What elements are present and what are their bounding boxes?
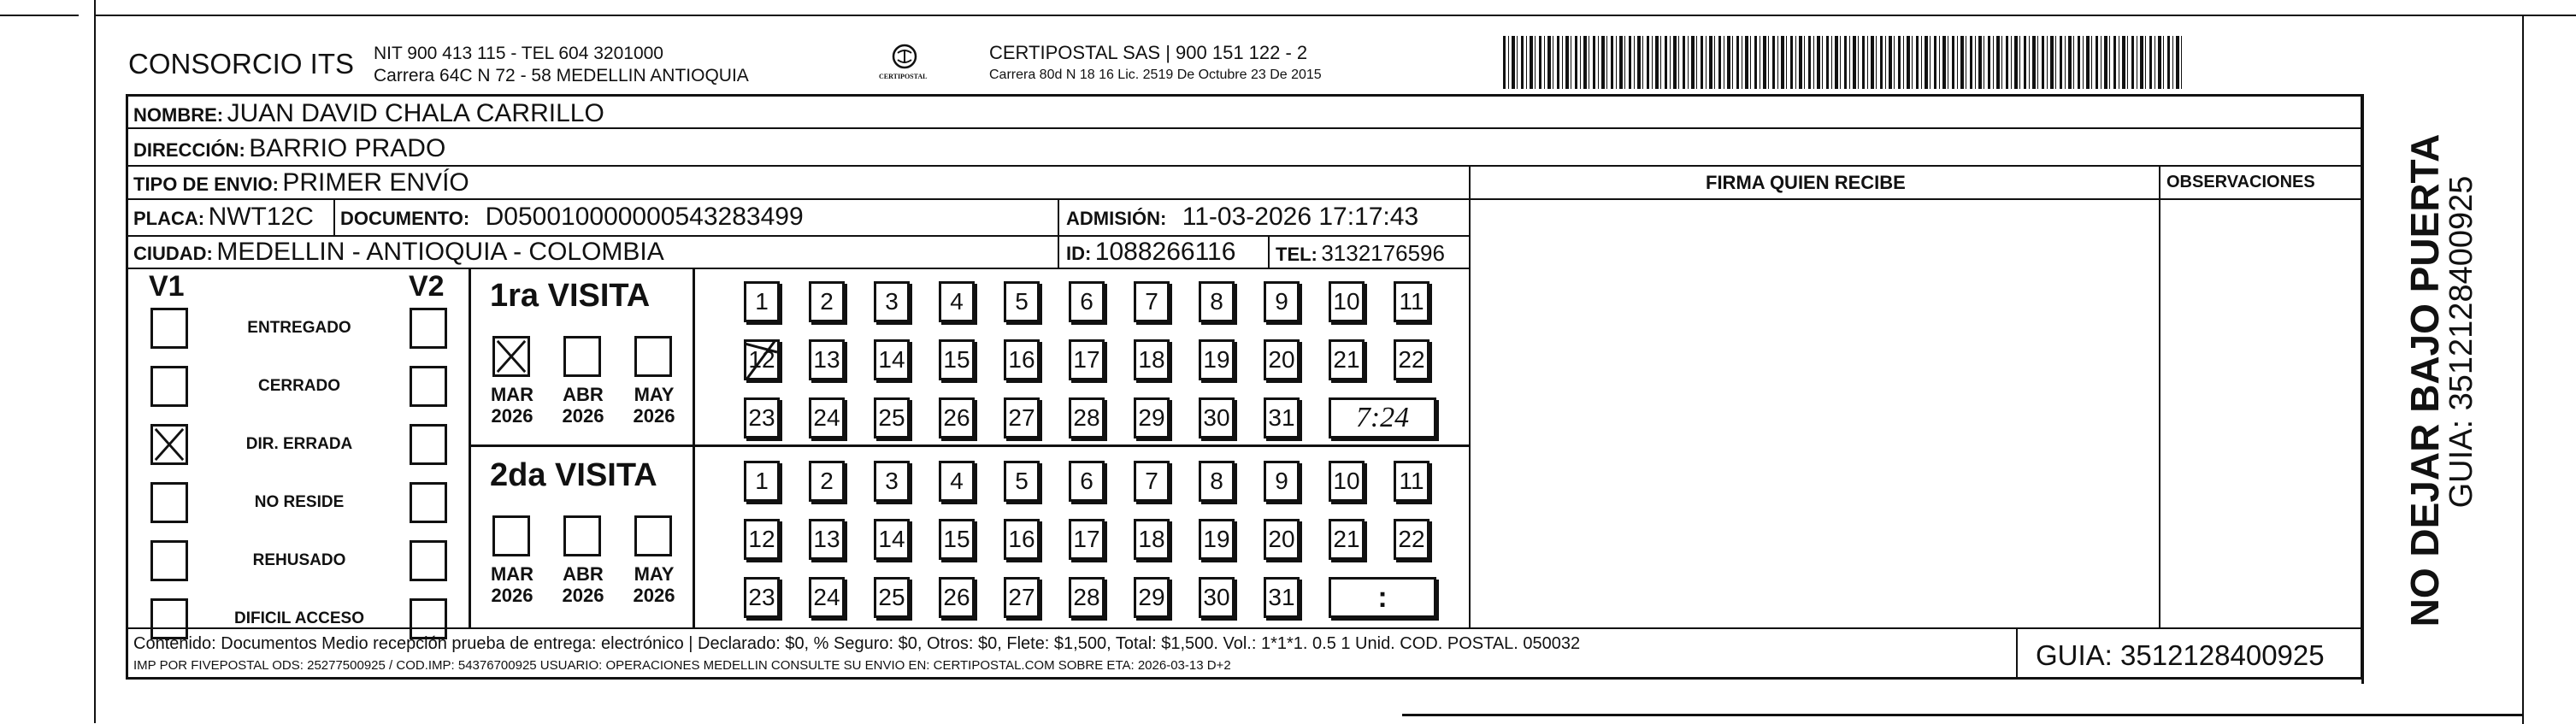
day-number: 22	[1398, 526, 1425, 552]
visit-month-label	[553, 384, 613, 427]
visit-month-checkbox[interactable]	[563, 336, 601, 377]
day-box[interactable]	[939, 577, 975, 618]
day-box[interactable]	[939, 281, 975, 322]
status-v1-checkbox[interactable]	[150, 540, 188, 581]
status-v1-checkbox[interactable]	[150, 366, 188, 407]
day-number: 10	[1333, 288, 1360, 315]
documento-label: DOCUMENTO:	[340, 208, 470, 229]
day-number: 19	[1203, 346, 1230, 373]
placa-value: NWT12C	[208, 203, 314, 231]
day-number: 26	[943, 584, 970, 610]
ciudad-label: CIUDAD:	[133, 243, 213, 264]
documento-field	[340, 204, 804, 230]
company-nit: NIT 900 413 115 - TEL 604 3201000	[374, 44, 663, 63]
day-number: 22	[1398, 346, 1425, 373]
day-box[interactable]	[1199, 397, 1235, 439]
day-box[interactable]	[1069, 397, 1105, 439]
day-number: 20	[1268, 526, 1295, 552]
day-box[interactable]	[1069, 339, 1105, 380]
visit-month-checkbox[interactable]	[634, 336, 672, 377]
visit-month-name: MAY	[634, 563, 675, 585]
day-box[interactable]	[1394, 519, 1429, 560]
day-number: 7	[1145, 288, 1158, 315]
status-v1-checkbox[interactable]	[150, 424, 188, 465]
day-number: 18	[1138, 526, 1165, 552]
handwritten-day-mark	[743, 337, 781, 383]
day-number: 7	[1145, 468, 1158, 494]
day-box[interactable]	[874, 397, 910, 439]
logo-text: CERTIPOSTAL	[879, 73, 928, 80]
day-number: 9	[1275, 288, 1288, 315]
day-box[interactable]	[744, 339, 780, 380]
id-field	[1066, 239, 1235, 265]
visit-month-year: 2026	[633, 405, 675, 427]
day-number: 6	[1080, 288, 1093, 315]
visit-month-checkbox[interactable]	[563, 515, 601, 556]
visit-month-label	[624, 384, 684, 427]
day-number: 14	[878, 346, 905, 373]
visit-month-label	[482, 563, 542, 607]
direccion-row	[133, 136, 445, 162]
visit-time-box[interactable]	[1329, 397, 1436, 439]
id-value: 1088266116	[1094, 238, 1236, 266]
day-box[interactable]	[809, 339, 845, 380]
day-box[interactable]	[1199, 519, 1235, 560]
visit-month-year: 2026	[562, 405, 604, 427]
visit-title: 2da VISITA	[490, 457, 657, 493]
day-number: 11	[1399, 288, 1424, 315]
visit-month-label	[553, 563, 613, 607]
visit-title: 1ra VISITA	[490, 278, 651, 314]
status-v1-checkbox[interactable]	[150, 308, 188, 349]
day-box[interactable]	[1329, 461, 1365, 502]
direccion-label: DIRECCIÓN:	[133, 139, 245, 161]
day-number: 20	[1268, 346, 1295, 373]
day-number: 12	[748, 526, 775, 552]
tipo-value: PRIMER ENVÍO	[282, 168, 469, 197]
direccion-value: BARRIO PRADO	[249, 134, 446, 162]
visit-month-label	[624, 563, 684, 607]
status-v2-checkbox[interactable]	[410, 366, 447, 407]
day-number: 8	[1210, 468, 1223, 494]
day-number: 13	[813, 346, 840, 373]
day-number: 2	[820, 288, 834, 315]
status-label: DIR. ERRADA	[245, 435, 353, 453]
carrier-address: Carrera 80d N 18 16 Lic. 2519 De Octubre 23 De 2015	[989, 68, 1322, 82]
day-box[interactable]	[874, 339, 910, 380]
visit-month-checkbox[interactable]	[492, 336, 530, 377]
day-number: 26	[943, 404, 970, 431]
day-box[interactable]	[1134, 397, 1170, 439]
day-number: 16	[1008, 346, 1035, 373]
nombre-label: NOMBRE:	[133, 104, 224, 126]
visit-month-name: ABR	[563, 384, 604, 405]
day-number: 28	[1073, 404, 1100, 431]
visit-month-label	[482, 384, 542, 427]
day-box[interactable]	[1199, 281, 1235, 322]
placa-field	[133, 204, 314, 230]
placa-label: PLACA:	[133, 208, 205, 229]
side-guia: GUIA: 3512128400925	[2443, 175, 2479, 509]
day-box[interactable]	[809, 577, 845, 618]
day-box[interactable]	[1329, 281, 1365, 322]
visit-month-year: 2026	[562, 585, 604, 607]
day-box[interactable]	[1394, 339, 1429, 380]
day-box[interactable]	[1264, 577, 1300, 618]
day-box[interactable]	[1199, 577, 1235, 618]
ciudad-value: MEDELLIN - ANTIOQUIA - COLOMBIA	[216, 238, 664, 266]
id-label: ID:	[1066, 243, 1092, 264]
day-number: 3	[885, 288, 899, 315]
day-box[interactable]	[1264, 339, 1300, 380]
status-v2-checkbox[interactable]	[410, 598, 447, 639]
day-box[interactable]	[874, 519, 910, 560]
visit-month-checkbox[interactable]	[492, 515, 530, 556]
day-box[interactable]	[1004, 577, 1040, 618]
visit-month-name: MAY	[634, 384, 675, 405]
day-number: 29	[1138, 584, 1165, 610]
nombre-value: JUAN DAVID CHALA CARRILLO	[227, 99, 604, 127]
carrier-name: CERTIPOSTAL SAS | 900 151 122 - 2	[989, 42, 1308, 63]
status-label: ENTREGADO	[247, 319, 351, 337]
day-number: 10	[1333, 468, 1360, 494]
visit-month-checkbox[interactable]	[634, 515, 672, 556]
tel-label: TEL:	[1276, 244, 1317, 265]
documento-value: D050010000000543283499	[485, 203, 804, 231]
v2-header: V2	[409, 270, 445, 303]
day-box[interactable]	[744, 519, 780, 560]
day-number: 16	[1008, 526, 1035, 552]
footer-guia: GUIA: 3512128400925	[2036, 639, 2325, 671]
day-number: 14	[878, 526, 905, 552]
day-box[interactable]	[1004, 461, 1040, 502]
nombre-row	[133, 101, 604, 127]
day-box[interactable]	[1264, 461, 1300, 502]
visit-time-value: 7:24	[1355, 402, 1410, 433]
admision-label: ADMISIÓN:	[1066, 208, 1167, 229]
status-label: REHUSADO	[252, 551, 346, 569]
day-number: 11	[1399, 468, 1424, 494]
footer-content: Contenido: Documentos Medio recepción prueba de entrega: electrónico | Declarado: $0, % Seguro: $0, Otros: $0, Flete: $1,500, Total: $1,500. Vol.: 1*1*1. 0.5 1 Unid. COD. POSTAL. 050032	[133, 634, 1581, 653]
day-box[interactable]	[744, 461, 780, 502]
day-box[interactable]	[1199, 339, 1235, 380]
visit-month-name: MAR	[490, 384, 534, 405]
certipostal-logo	[879, 43, 930, 84]
status-v2-checkbox[interactable]	[410, 308, 447, 349]
tel-field	[1276, 242, 1445, 264]
day-box[interactable]	[939, 519, 975, 560]
day-number: 30	[1203, 404, 1230, 431]
day-number: 15	[943, 346, 970, 373]
day-number: 31	[1268, 404, 1295, 431]
day-box[interactable]	[1264, 281, 1300, 322]
no-dejar-bajo-puerta: NO DEJAR BAJO PUERTA	[2402, 133, 2447, 627]
day-box[interactable]	[1004, 519, 1040, 560]
day-number: 25	[878, 584, 905, 610]
admision-value: 11-03-2026 17:17:43	[1182, 203, 1419, 231]
status-v1-checkbox[interactable]	[150, 598, 188, 639]
day-number: 23	[748, 404, 775, 431]
day-number: 4	[950, 288, 964, 315]
ciudad-field	[133, 239, 664, 265]
day-box[interactable]	[1199, 461, 1235, 502]
day-number: 30	[1203, 584, 1230, 610]
day-number: 21	[1333, 526, 1360, 552]
day-box[interactable]	[1004, 397, 1040, 439]
day-number: 17	[1073, 526, 1100, 552]
day-number: 23	[748, 584, 775, 610]
day-box[interactable]	[1134, 461, 1170, 502]
day-number: 15	[943, 526, 970, 552]
firma-header: FIRMA QUIEN RECIBE	[1706, 172, 1906, 193]
day-box[interactable]	[1134, 339, 1170, 380]
visit-month-year: 2026	[491, 405, 533, 427]
day-box[interactable]	[939, 461, 975, 502]
day-number: 17	[1073, 346, 1100, 373]
day-box[interactable]	[1394, 461, 1429, 502]
status-v2-checkbox[interactable]	[410, 482, 447, 523]
tel-value: 3132176596	[1321, 240, 1445, 266]
day-box[interactable]	[1134, 281, 1170, 322]
footer-print-info: IMP POR FIVEPOSTAL ODS: 25277500925 / COD.IMP: 54376700925 USUARIO: OPERACIONES MEDELLIN CONSULTE SU ENVIO EN: CERTIPOSTAL.COM SOBRE ETA: 2026-03-13 D+2	[133, 658, 1231, 673]
day-number: 4	[950, 468, 964, 494]
day-number: 5	[1015, 468, 1029, 494]
day-box[interactable]	[744, 281, 780, 322]
day-number: 29	[1138, 404, 1165, 431]
status-v2-checkbox[interactable]	[410, 540, 447, 581]
status-v2-checkbox[interactable]	[410, 424, 447, 465]
day-box[interactable]	[809, 397, 845, 439]
day-box[interactable]	[809, 519, 845, 560]
day-box[interactable]	[744, 577, 780, 618]
day-box[interactable]	[874, 461, 910, 502]
visit-month-name: ABR	[563, 563, 604, 585]
day-box[interactable]	[939, 397, 975, 439]
day-box[interactable]	[874, 281, 910, 322]
status-v1-checkbox[interactable]	[150, 482, 188, 523]
barcode	[1503, 36, 2185, 89]
company-name: CONSORCIO ITS	[128, 48, 355, 79]
day-box[interactable]	[1134, 577, 1170, 618]
status-label: CERRADO	[257, 377, 341, 395]
day-box[interactable]	[1264, 519, 1300, 560]
day-box[interactable]	[874, 577, 910, 618]
day-number: 27	[1008, 404, 1035, 431]
day-box[interactable]	[1329, 519, 1365, 560]
status-label: NO RESIDE	[254, 493, 345, 511]
day-number: 24	[813, 584, 840, 610]
tipo-label: TIPO DE ENVIO:	[133, 174, 279, 195]
day-number: 1	[755, 288, 769, 315]
company-address: Carrera 64C N 72 - 58 MEDELLIN ANTIOQUIA	[374, 66, 749, 85]
day-number: 1	[755, 468, 769, 494]
day-box[interactable]	[1004, 281, 1040, 322]
admision-field	[1066, 204, 1418, 230]
day-box[interactable]	[1004, 339, 1040, 380]
day-box[interactable]	[809, 461, 845, 502]
day-box[interactable]	[1069, 519, 1105, 560]
day-number: 3	[885, 468, 899, 494]
day-number: 25	[878, 404, 905, 431]
day-box[interactable]	[939, 339, 975, 380]
visit-month-year: 2026	[633, 585, 675, 607]
day-box[interactable]	[744, 397, 780, 439]
day-box[interactable]	[1069, 577, 1105, 618]
day-box[interactable]	[809, 281, 845, 322]
tipo-row	[133, 170, 469, 196]
day-number: 19	[1203, 526, 1230, 552]
day-box[interactable]	[1329, 339, 1365, 380]
day-box[interactable]	[1069, 281, 1105, 322]
day-number: 28	[1073, 584, 1100, 610]
day-number: 18	[1138, 346, 1165, 373]
visit-time-box[interactable]	[1329, 577, 1436, 618]
day-number: 2	[820, 468, 834, 494]
day-number: 24	[813, 404, 840, 431]
day-number: 21	[1333, 346, 1360, 373]
day-number: 13	[813, 526, 840, 552]
day-number: 8	[1210, 288, 1223, 315]
status-label: DIFICIL ACCESO	[233, 609, 364, 627]
v1-header: V1	[149, 270, 185, 303]
left-scan-edge	[94, 0, 96, 723]
day-number: 31	[1268, 584, 1295, 610]
day-number: 12	[748, 346, 775, 373]
day-number: 6	[1080, 468, 1093, 494]
day-box[interactable]	[1264, 397, 1300, 439]
day-box[interactable]	[1394, 281, 1429, 322]
day-number: 27	[1008, 584, 1035, 610]
day-box[interactable]	[1134, 519, 1170, 560]
day-box[interactable]	[1069, 461, 1105, 502]
day-number: 5	[1015, 288, 1029, 315]
visit-month-year: 2026	[491, 585, 533, 607]
visit-month-name: MAR	[490, 563, 534, 585]
visit-time-value: :	[1377, 580, 1388, 614]
day-number: 9	[1275, 468, 1288, 494]
observaciones-header: OBSERVACIONES	[2166, 173, 2315, 191]
